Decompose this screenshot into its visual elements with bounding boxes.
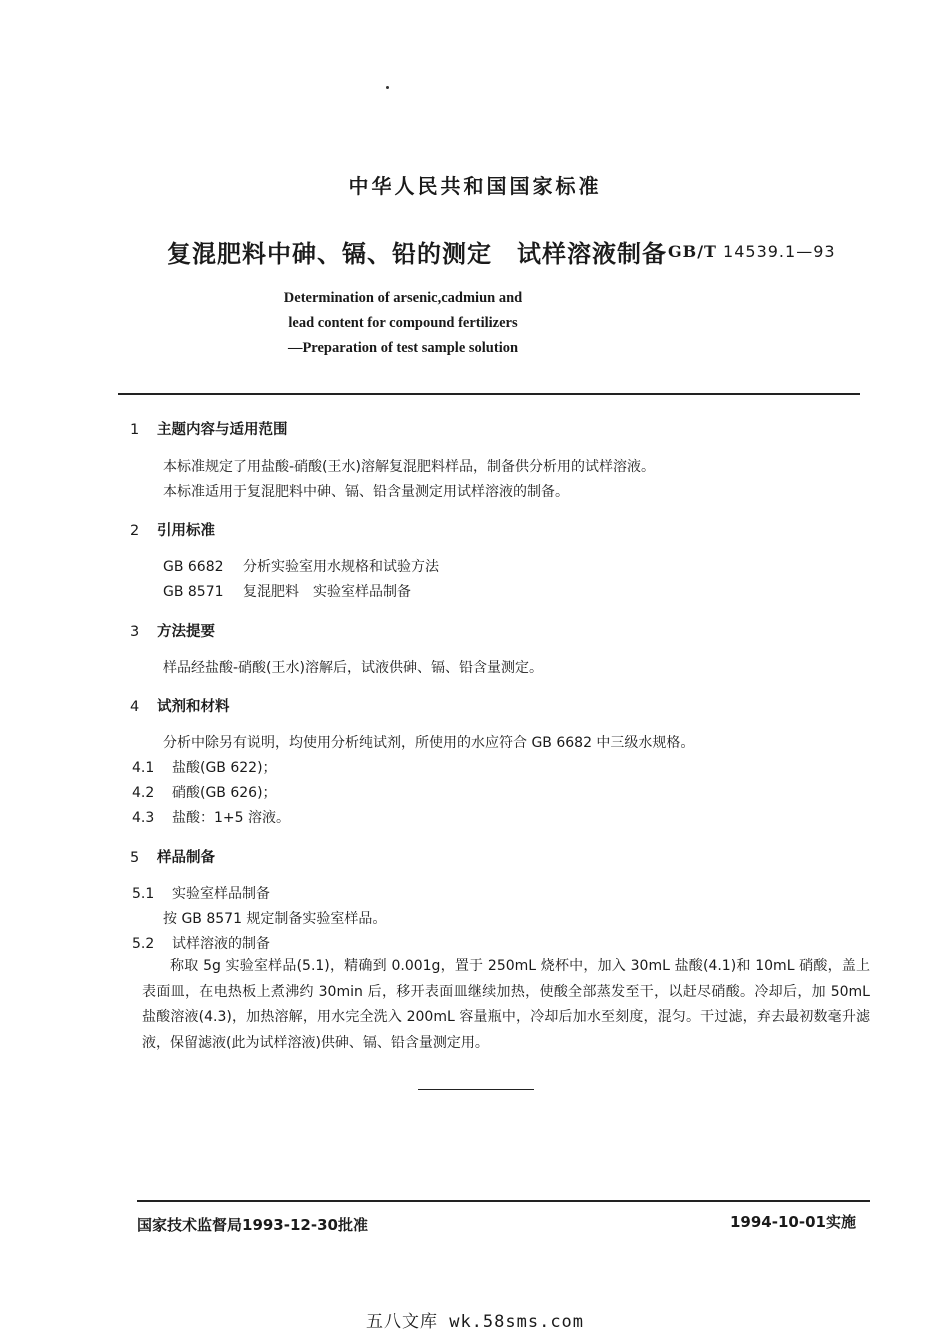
reagent-number: 4.2 [132,785,155,801]
reference-code: GB 6682 [163,559,224,575]
subsection-5-1-text: 按 GB 8571 规定制备实验室样品。 [163,911,387,927]
section-title: 样品制备 [157,850,215,866]
subsection-number: 5.2 [132,936,155,952]
title-chinese: 复混肥料中砷、镉、铅的测定 试样溶液制备 [167,240,667,268]
subsection-5-2-text: 称取 5g 实验室样品(5.1)，精确到 0.001g，置于 250mL 烧杯中，加入 30mL 盐酸(4.1)和 10mL 硝酸，盖上表面皿，在电热板上煮沸约 30min 后，移开表面皿继续加热，使酸全部蒸发至干，以赶尽硝酸。冷却后，加 50mL 盐酸溶液(4.3)，加热溶解，用水完全洗入 200mL 容量瓶中，冷却后加水至刻度，混匀。干过滤，弃去最初数毫升滤液，保留滤液(此为试样溶液)供砷、镉、铅含量测定用。 [142,958,870,1051]
subsection-title: 实验室样品制备 [172,886,270,902]
reference-name: 分析实验室用水规格和试验方法 [243,559,439,575]
effective-date: 1994-10-01实施 [730,1213,856,1231]
reagent-item [132,757,277,777]
standard-authority: 中华人民共和国国家标准 [348,174,602,198]
section-title: 引用标准 [157,523,215,539]
header-rule [118,393,860,395]
reference-row [163,581,411,601]
section-5-heading [130,846,215,867]
section-2-heading [130,519,215,540]
reagent-number: 4.1 [132,760,155,776]
reagent-text: 盐酸：1+5 溶液。 [172,810,290,826]
section-4-heading [130,695,230,716]
reagent-item [132,782,277,802]
section-3-heading [130,620,215,641]
section-3-text: 样品经盐酸-硝酸(王水)溶解后，试液供砷、镉、铅含量测定。 [163,660,543,676]
section-4-intro: 分析中除另有说明，均使用分析纯试剂，所使用的水应符合 GB 6682 中三级水规格。 [163,735,695,751]
reagent-number: 4.3 [132,810,155,826]
section-number: 3 [130,624,140,640]
title-english [0,286,806,361]
standard-number: 14539.1—93 [723,242,836,261]
reagent-text: 硝酸(GB 626)； [172,785,277,801]
reagent-text: 盐酸(GB 622)； [172,760,277,776]
reagent-item [132,807,290,827]
section-1-line-2: 本标准适用于复混肥料中砷、镉、铅含量测定用试样溶液的制备。 [163,484,569,500]
reference-row [163,556,439,576]
subsection-number: 5.1 [132,886,155,902]
section-title: 试剂和材料 [157,699,230,715]
subsection-title: 试样溶液的制备 [172,936,270,952]
title-english-line: —Preparation of test sample solution [287,340,519,356]
reference-name: 复混肥料 实验室样品制备 [243,584,411,600]
standard-code [668,242,836,261]
subsection-5-1-heading [132,883,270,903]
section-number: 4 [130,699,140,715]
end-rule [418,1089,534,1090]
title-english-line: Determination of arsenic,cadmiun and [283,290,523,306]
section-title: 主题内容与适用范围 [157,422,288,438]
section-number: 1 [130,422,140,438]
section-1-line-1: 本标准规定了用盐酸-硝酸(王水)溶解复混肥料样品，制备供分析用的试样溶液。 [163,459,655,475]
section-number: 5 [130,850,140,866]
section-title: 方法提要 [157,624,215,640]
subsection-5-2-heading [132,933,270,953]
title-english-line: lead content for compound fertilizers [288,315,518,331]
approval-date: 国家技术监督局1993-12-30批准 [137,1216,368,1234]
section-number: 2 [130,523,140,539]
standard-prefix: GB/T [668,242,717,261]
reference-code: GB 8571 [163,584,224,600]
watermark-text: 五八文库 wk.58sms.com [365,1312,585,1332]
scan-dot [386,86,389,89]
footer-rule [137,1200,870,1202]
section-1-heading [130,418,288,439]
